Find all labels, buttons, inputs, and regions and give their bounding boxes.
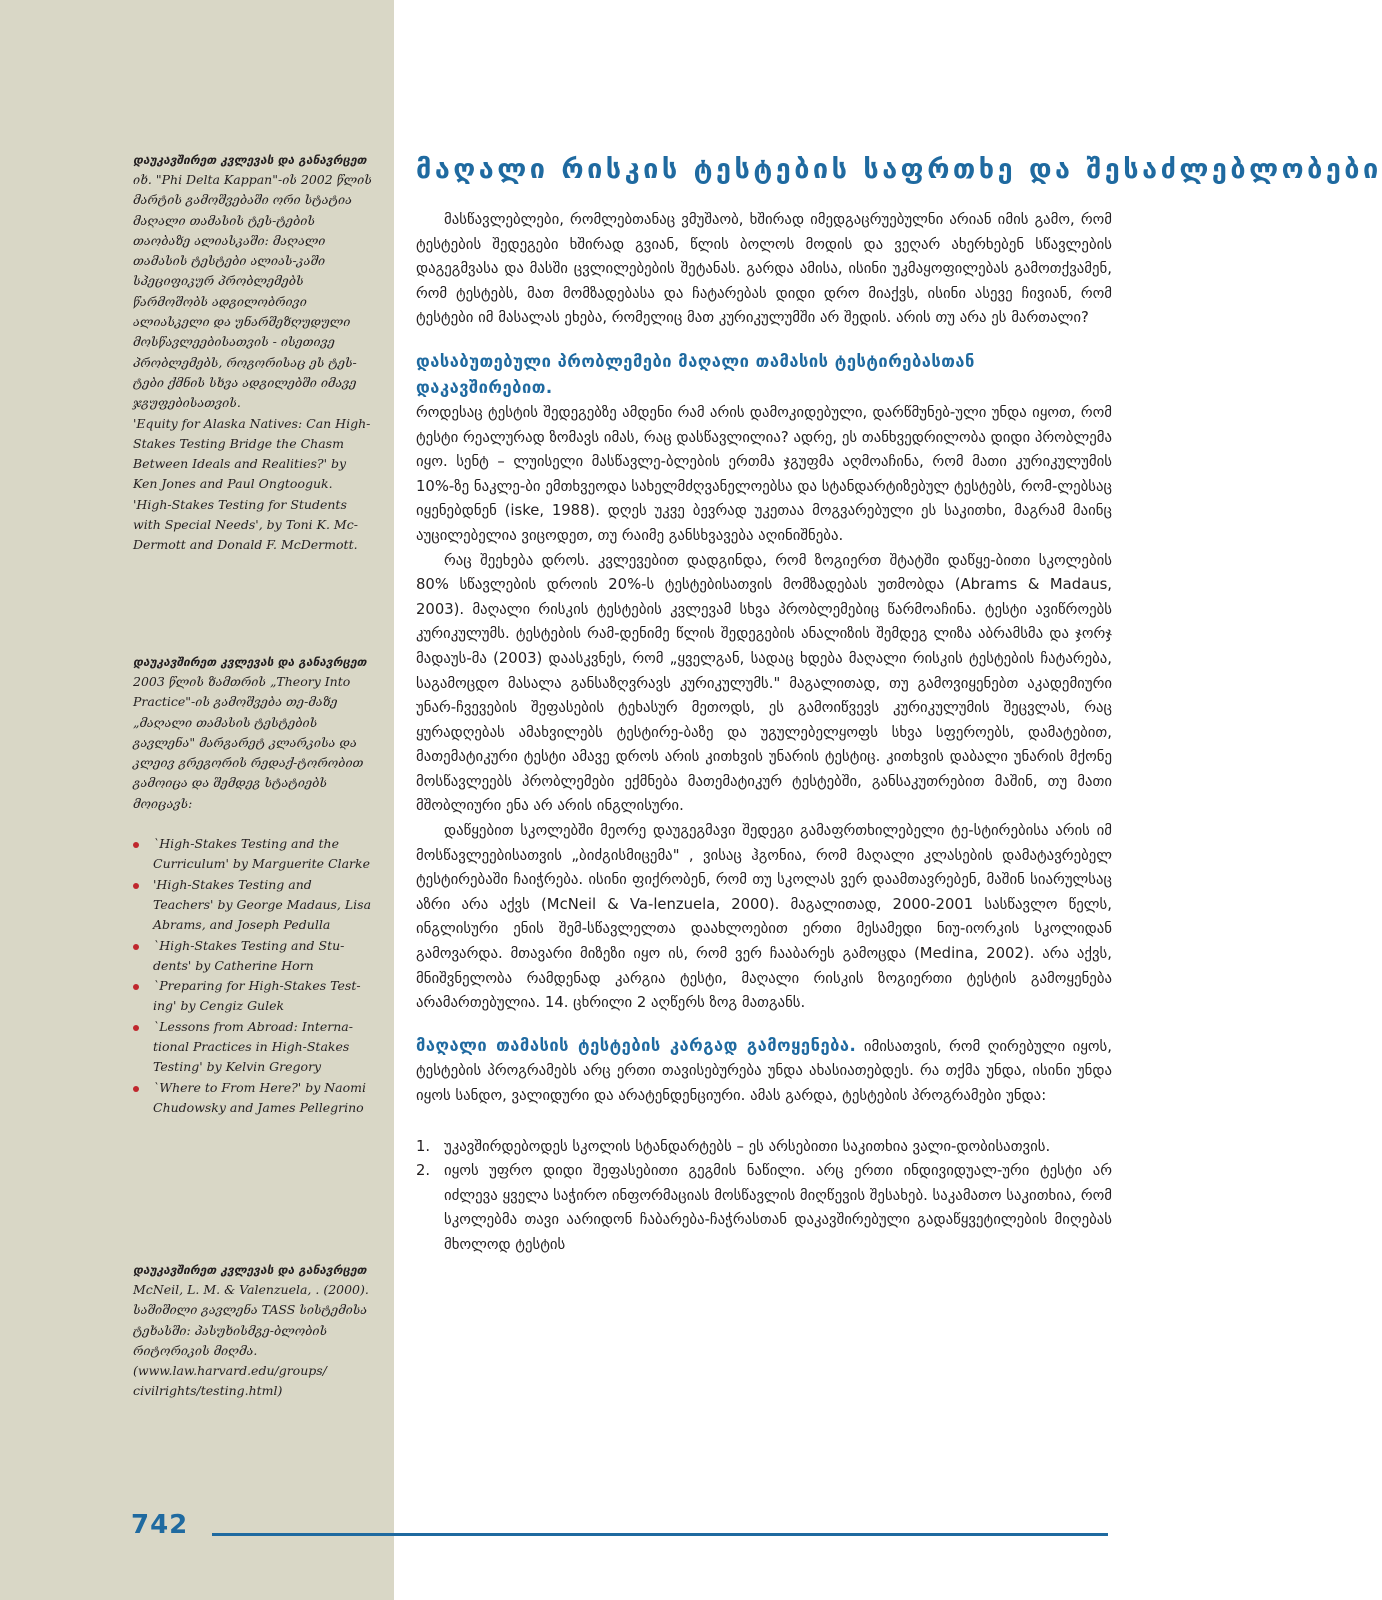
list-number: 1. [416,1137,431,1155]
bullet-icon [133,944,139,950]
list-item-text: `High-Stakes Testing and Stu-dents' by Catherine Horn [153,937,345,973]
bullet-icon [133,1086,139,1092]
main-content [416,150,1382,1258]
bullet-icon [133,842,139,848]
list-item-text: იყოს უფრო დიდი შეფასებითი გეგმის ნაწილი. არც ერთი ინდივიდუალ-ური ტესტი არ იძლევა ყველა საჭირო ინფორმაციას მოსწავლის მიღწევის შესახებ. საკამათო საკითხია, რომ სკოლებმა თავი აარიდონ ჩაბარება-ჩაჭრასთან დაკავშირებული გადაწყვეტილების მიღებას მხოლოდ ტესტის [444,1162,1112,1253]
bullet-icon [133,883,139,889]
body-paragraph: როდესაც ტესტის შედეგებზე ამდენი რამ არის დამოკიდებული, დარწმუნებ-ული უნდა იყოთ, რომ ტესტი რეალურად ზომავს იმას, რაც დასწავლილია? ადრე, ეს თანხვედრილობა დიდი პრობლემა იყო. სენტ – ლუისელი მასწავლე-ბლების ერთმა ჯგუფმა აღმოაჩინა, რომ მათი კურიკულუმის 10%-ზე ნაკლე-ბი ემთხვეოდა სახელმძღვანელოებსა და სტანდარტიზებულ ტესტებს, რომ-ლებსაც იყენებდნენ (iske, 1988). დღეს უკვე ბევრად უკეთაა მოგვარებული ეს საკითხი, მაგრამ მაინც აუცილებელია ვიცოდეთ, თუ რაიმე განსხვავება აღინიშნება. [416,403,1112,544]
list-item-text: უკავშირდებოდეს სკოლის სტანდარტებს – ეს არსებითი საკითხია ვალი-დობისათვის. [444,1137,1051,1155]
sidebar-note-2 [133,652,373,1118]
sidebar-note-heading: დაუკავშირეთ კვლევას და განავრცეთ [133,1263,367,1277]
list-item-text: `Preparing for High-Stakes Test-ing' by Cengiz Gulek [153,978,361,1014]
sidebar [0,0,394,1600]
list-item-text: `High-Stakes Testing and the Curriculum' by Marguerite Clarke [153,836,370,872]
footer-divider [212,1533,1108,1536]
sidebar-note-heading: დაუკავშირეთ კვლევას და განავრცეთ [133,153,367,167]
numbered-list [416,1135,1112,1258]
list-item-text: `Where to From Here?' by Naomi Chudowsky and James Pellegrino [153,1079,367,1115]
sidebar-note-text: 2003 წლის ზამთრის „Theory Into Practice"-ის გამოშვება თე-მაზე „მაღალი თამასის ტესტების გავლენა" მარგარეტ კლარკისა და კლეივ გრეგორის რედაქ-ტორობით გამოიცა და შემდეგ სტატიებს მოიცავს: [133,674,364,811]
page-title: მაღალი რისკის ტესტების საფრთხე და შესაძლებლობები [416,154,1382,185]
sidebar-reference: 'Equity for Alaska Natives: Can High-Stakes Testing Bridge the Chasm Between Ideals and Realities?' by Ken Jones and Paul Ongtooguk. [133,415,371,492]
sidebar-url: (www.law.harvard.edu/groups/ civilrights/testing.html) [133,1363,327,1399]
sidebar-note-text: იხ. "Phi Delta Kappan"-ის 2002 წლის მარტის გამოშვებაში ორი სტატია მაღალი თამასის ტეს-ტების თაობაზე ალიასკაში: მაღალი თამასის ტესტები ალიას-კაში სპეციფიკურ პრობლემებს წარმოშობს ადგილობრივი ალიასკელი და უნარშეზღუდული მოსწავლეებისათვის - ისეთივე პრობლემებს, როგორისაც ეს ტეს-ტები ქმნის სხვა ადგილებში იმავე ჯგუფებისათვის. [133,172,372,411]
intro-paragraph: მასწავლებლები, რომლებთანაც ვმუშაობ, ხშირად იმედგაცრუებულნი არიან იმის გამო, რომ ტესტების შედეგები ხშირად გვიან, წლის ბოლოს მოდის და ვეღარ ახერხებენ სწავლების დაგეგმვასა და მასში ცვლილებების შეტანას. გარდა ამისა, ისინი უკმაყოფილებას გამოთქვამენ, რომ ტესტებს, მათ მომზადებასა და ჩატარებას დიდი დრო მიაქვს, ისინი ასევე ჩივიან, რომ ტესტები იმ მასალას ეხება, რომელიც მათ კურიკულუმში არ შედის. არის თუ არა ეს მართალი? [416,211,1112,327]
section-heading: მაღალი თამასის ტესტების კარგად გამოყენება. [416,1035,857,1055]
list-number: 2. [416,1162,431,1180]
sidebar-note-heading: დაუკავშირეთ კვლევას და განავრცეთ [133,655,367,669]
bullet-icon [133,984,139,990]
section-text: იმისათვის, რომ ღირებული იყოს, ტესტების პროგრამებს არც ერთი თავისებურება უნდა ახასიათებდეს. რა თქმა უნდა, ისინი უნდა იყოს სანდო, ვალიდური და არატენდენციური. ამას გარდა, ტესტების პროგრამები უნდა: [416,1037,1112,1104]
list-item [133,976,373,1017]
list-item [133,875,373,936]
section-heading: დასაბუთებული პრობლემები მაღალი თამასის ტესტირებასთან დაკავშირებით. [416,351,975,397]
list-item [133,834,373,875]
body-paragraph: დაწყებით სკოლებში მეორე დაუგეგმავი შედეგი გამაფრთხილებელი ტე-სტირებისა არის იმ მოსწავლეებისათვის „ბიძგისმიცემა" , ვისაც ჰგონია, რომ მაღალი კლასების დამატავრებელ ტესტირებაში ჩაიჭრება. ისინი ფიქრობენ, რომ თუ სკოლას ვერ დაამთავრებენ, მაშინ სიარულსაც აზრი არა აქვს (McNeil & Va-lenzuela, 2000). მაგალითად, 2000-2001 სასწავლო წელს, ინგლისური ენის შემ-სწავლელთა დაახლოებით ერთი მესამედი ნიუ-იორკის სკოლიდან გამოვარდა. მთავარი მიზეზი იყო ის, რომ ვერ ჩააბარეს გამოცდა (Medina, 2002). არა აქვს, მნიშვნელობა რამდენად კარგია ტესტი, მაღალი რისკის ზოგიერთი ტესტის გამოყენება არამართებულია. 14. ცხრილი 2 აღწერს ზოგ მათგანს. [416,822,1112,1012]
list-item [133,1078,373,1119]
bullet-icon [133,1025,139,1031]
sidebar-note-3 [133,1260,373,1402]
section-paragraph [416,1034,1112,1109]
list-item [133,936,373,977]
page-number: 742 [131,1510,189,1540]
body-paragraph: რაც შეეხება დროს. კვლევებით დადგინდა, რომ ზოგიერთ შტატში დაწყე-ბითი სკოლების 80% სწავლების დროის 20%-ს ტესტებისათვის მომზადებას უთმობდა (Abrams & Madaus, 2003). მაღალი რისკის ტესტების კვლევამ სხვა პრობლემებიც წარმოაჩინა. ტესტი ავიწროებს კურიკულუმს. ტესტების რამ-დენიმე წლის შედეგების ანალიზის შემდეგ ლიზა აბრამსმა და ჯორჯ მადაუს-მა (2003) დაასკვნეს, რომ „ყველგან, სადაც ხდება მაღალი რისკის ტესტების ჩატარება, საგამოცდო მასალა განსაზღვრავს კურიკულუმს." მაგალითად, თუ გამოვიყენებთ აკადემიური უნარ-ჩვევების შეფასების ტეხასურ მეთოდს, ეს გამოიწვევს კურიკულუმის შეცვლას, რაც ყურადღებას ამახვილებს ტესტირე-ბაზე და უგულებელყოფს სხვა სფეროებს, დამატებით, მათემატიკური ტესტი ამავე დროს არის კითხვის უნარის ტესტიც. კითხვის დაბალი უნარის მქონე მოსწავლეებს პრობლემები ექმნება მათემატიკურ ტესტებში, განსაკუთრებით მაშინ, თუ მათი მშობლიური ენა არ არის ინგლისური. [416,551,1112,815]
list-item [416,1159,1112,1257]
sidebar-article-list [133,834,373,1118]
section-heading-line [416,349,1112,401]
sidebar-note-1 [133,150,373,556]
list-item [416,1135,1112,1160]
sidebar-reference: 'High-Stakes Testing for Students with Special Needs', by Toni K. Mc-Dermott and Donald F. McDermott. [133,496,358,553]
sidebar-note-text: McNeil, L. M. & Valenzuela, . (2000). საშიშილი გავლენა TASS სისტემისა ტეხასში: პასუხისმგე-ბლობის რიტორიკის მიღმა. [133,1282,369,1358]
list-item-text: 'High-Stakes Testing and Teachers' by George Madaus, Lisa Abrams, and Joseph Pedulla [153,876,372,933]
list-item-text: `Lessons from Abroad: Interna-tional Practices in High-Stakes Testing' by Kelvin Gregory [153,1018,353,1075]
list-item [133,1017,373,1078]
